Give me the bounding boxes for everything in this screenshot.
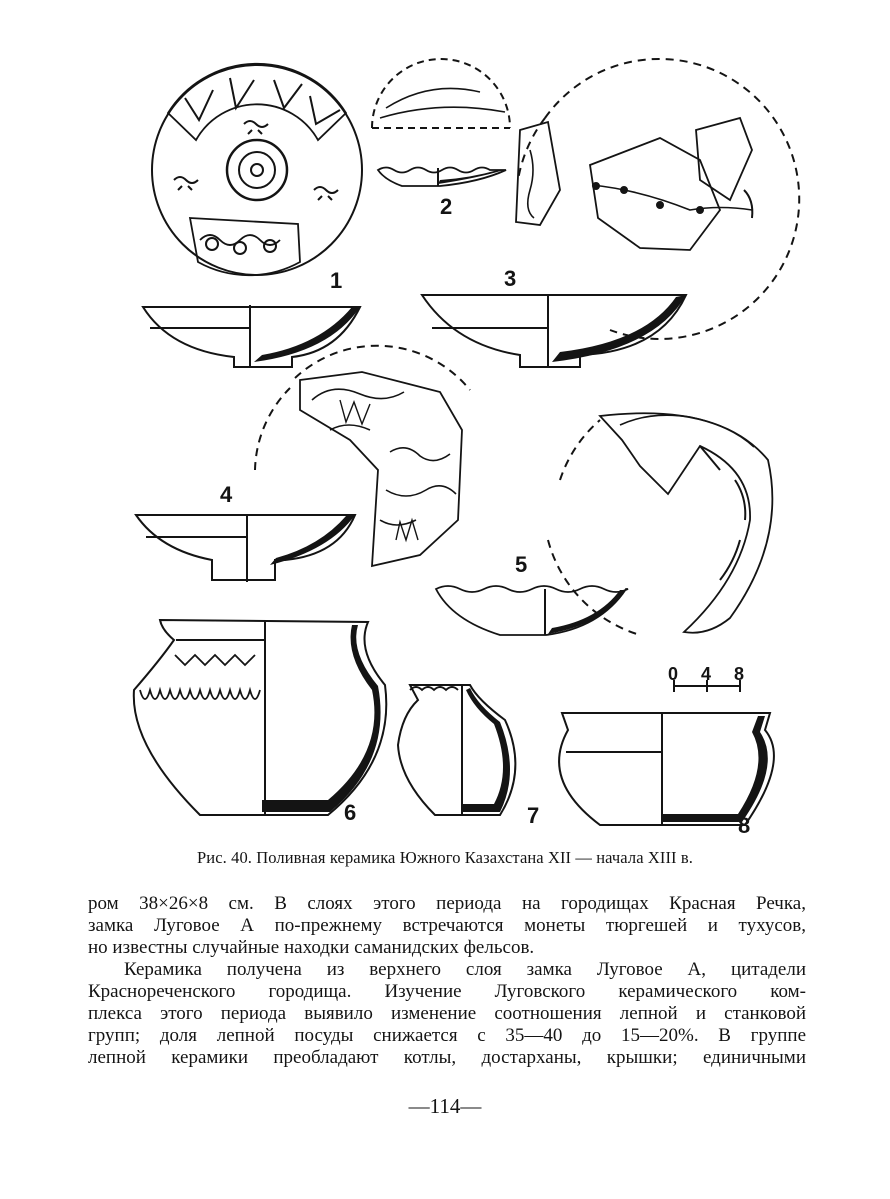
figure-label-1: 1 (330, 268, 343, 293)
vessel-4 (136, 346, 470, 582)
vessel-3-profile (422, 295, 686, 367)
text-line: плекса этого периода выявило изменение соотношения лепной и станковой (88, 1003, 806, 1024)
figure-label-5: 5 (515, 552, 528, 577)
figure-label-6: 6 (344, 800, 357, 825)
text-line: замка Луговое А по-прежнему встречаются монеты тюргешей и тухусов, (88, 915, 806, 936)
scale-tick-0: 0 (668, 664, 679, 684)
text-line: Краснореченского городища. Изучение Луговского керамического ком- (88, 981, 806, 1002)
vessel-6 (134, 620, 387, 815)
text-line: Керамика получена из верхнего слоя замка Луговое А, цитадели (124, 959, 806, 980)
text-line: групп; доля лепной посуды снижается с 35—40 до 15—20%. В группе (88, 1025, 806, 1046)
vessel-7 (398, 685, 515, 815)
body-text (88, 893, 806, 1069)
text-line: ром 38×26×8 см. В слоях этого периода на городищах Красная Речка, (88, 893, 806, 914)
vessel-2 (372, 59, 510, 186)
figure-label-7: 7 (527, 803, 540, 828)
figure-caption: Рис. 40. Поливная керамика Южного Казахстана XII — начала XIII в. (197, 848, 693, 867)
figure-label-2: 2 (440, 194, 453, 219)
text-line: но известны случайные находки саманидских фельсов. (88, 937, 535, 958)
scale-tick-8: 8 (734, 664, 745, 684)
page-number: —114— (408, 1094, 482, 1118)
figure-label-8: 8 (738, 813, 751, 838)
vessel-5 (436, 413, 772, 635)
text-line: лепной керамики преобладают котлы, достарханы, крышки; единичными (88, 1047, 806, 1068)
vessel-8 (559, 713, 774, 825)
vessel-1-profile (143, 305, 360, 367)
figure-label-4: 4 (220, 482, 233, 507)
vessel-3-plan (516, 59, 799, 339)
scale-tick-4: 4 (701, 664, 712, 684)
vessel-1-plan (152, 64, 362, 276)
figure-label-3: 3 (504, 266, 517, 291)
